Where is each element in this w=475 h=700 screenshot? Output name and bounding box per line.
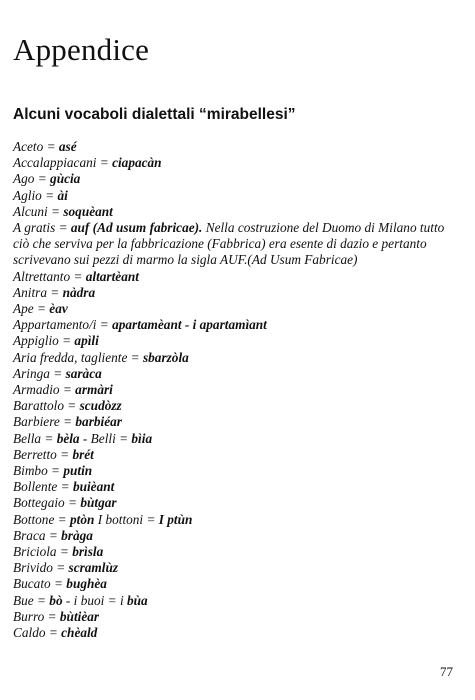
entry-term: Bottegaio = (13, 495, 81, 511)
entry-term: Alcuni = (13, 203, 64, 219)
vocabulary-entry (13, 431, 458, 447)
vocabulary-entry (13, 609, 458, 625)
entry-dialect-word: scramlùz (68, 560, 119, 576)
entry-term: Braca = (13, 527, 62, 543)
entry-dialect-word: saràca (65, 365, 102, 381)
entry-dialect-word: apìli (74, 333, 99, 349)
entry-dialect-word: bèla (56, 430, 80, 446)
vocabulary-entry (13, 350, 458, 366)
entry-term: Armadio = (13, 382, 76, 398)
entry-dialect-plural: bìia (131, 430, 153, 446)
vocabulary-entry (13, 447, 458, 463)
vocabulary-entry (13, 576, 458, 592)
vocabulary-list (13, 139, 458, 641)
entry-note: Nella costruzione del Duomo di Milano tutto ciò che serviva per la fabbricazione (Fabbrica) era esente di dazio e pertanto scrivevano sui pezzi di marmo la sigla AUF.(Ad Usum Fabricae) (13, 220, 445, 268)
entry-term: Aringa = (13, 365, 66, 381)
entry-term: Bottone = (13, 511, 70, 527)
entry-term: Bollente = (13, 479, 73, 495)
vocabulary-entry (13, 204, 458, 220)
vocabulary-entry (13, 479, 458, 495)
entry-term: Brivido = (13, 560, 69, 576)
entry-dialect-word: brìsla (72, 544, 104, 560)
entry-dialect-word: armàri (75, 382, 113, 398)
entry-term: Bimbo = (13, 463, 64, 479)
entry-term: Bue = (13, 592, 50, 608)
entry-term: Caldo = (13, 625, 62, 641)
entry-term: Briciola = (13, 544, 73, 560)
entry-term: Barbiere = (13, 414, 76, 430)
entry-term: Bella = (13, 430, 57, 446)
entry-dialect-word: apartamèant - i apartamìant (112, 317, 267, 333)
vocabulary-entry (13, 544, 458, 560)
entry-dialect-word: putin (63, 463, 93, 479)
entry-dialect-word: scudòzz (79, 398, 122, 414)
entry-term: Bucato = (13, 576, 67, 592)
vocabulary-entry (13, 333, 458, 349)
page-number: 77 (440, 664, 453, 679)
entry-dialect-word: sbarzòla (142, 349, 189, 365)
entry-term: Aceto = (13, 139, 59, 154)
entry-term: Ape = (13, 301, 50, 317)
entry-note: - i buoi = i (62, 592, 127, 608)
entry-dialect-word: chèald (61, 625, 98, 641)
entry-dialect-word: bùtièar (59, 608, 100, 624)
entry-term: Aglio = (13, 187, 58, 203)
entry-dialect-word: ciapacàn (112, 155, 162, 171)
vocabulary-entry (13, 285, 458, 301)
vocabulary-entry (13, 560, 458, 576)
vocabulary-entry (13, 366, 458, 382)
entry-term: Altrettanto = (13, 268, 86, 284)
entry-term: Barattolo = (13, 398, 80, 414)
entry-dialect-word: ài (57, 187, 68, 203)
vocabulary-entry (13, 398, 458, 414)
entry-dialect-word: bughèa (66, 576, 107, 592)
vocabulary-entry (13, 463, 458, 479)
entry-note: - Belli = (79, 430, 132, 446)
section-heading: Alcuni vocaboli dialettali “mirabellesi” (13, 106, 296, 123)
entry-dialect-word: bùtgar (80, 495, 117, 511)
entry-dialect-word: èav (49, 301, 68, 317)
vocabulary-entry (13, 269, 458, 285)
entry-term: Ago = (13, 171, 51, 187)
entry-dialect-word: bràga (61, 527, 93, 543)
entry-term: Appiglio = (13, 333, 75, 349)
vocabulary-entry (13, 528, 458, 544)
entry-term: Accalappiacani = (13, 155, 113, 171)
entry-dialect-word: buièant (72, 479, 115, 495)
entry-dialect-word: auf (Ad usum fabricae). (70, 220, 203, 236)
vocabulary-entry (13, 495, 458, 511)
entry-term: Aria fredda, tagliente = (13, 349, 143, 365)
vocabulary-entry (13, 625, 458, 641)
entry-dialect-word: nàdra (62, 284, 96, 300)
entry-term: A gratis = (13, 220, 71, 236)
entry-dialect-word: soquèant (63, 203, 113, 219)
vocabulary-entry (13, 382, 458, 398)
vocabulary-entry (13, 414, 458, 430)
entry-term: Burro = (13, 608, 60, 624)
entry-note: I bottoni = (94, 511, 159, 527)
vocabulary-entry (13, 512, 458, 528)
vocabulary-entry (13, 317, 458, 333)
vocabulary-entry (13, 139, 458, 155)
entry-dialect-word: gùcia (50, 171, 81, 187)
vocabulary-entry (13, 171, 458, 187)
entry-term: Appartamento/i = (13, 317, 113, 333)
entry-dialect-word: bò (49, 592, 63, 608)
vocabulary-entry (13, 155, 458, 171)
entry-term: Berretto = (13, 446, 73, 462)
vocabulary-entry (13, 593, 458, 609)
entry-dialect-plural: I ptùn (158, 511, 193, 527)
page-title: Appendice (13, 32, 150, 67)
entry-dialect-word: asé (58, 139, 77, 154)
vocabulary-entry (13, 188, 458, 204)
entry-dialect-word: altartèant (85, 268, 139, 284)
vocabulary-entry (13, 301, 458, 317)
vocabulary-entry (13, 220, 458, 269)
entry-dialect-word: barbiéar (75, 414, 122, 430)
entry-dialect-word: ptòn (69, 511, 95, 527)
entry-term: Anitra = (13, 284, 63, 300)
entry-dialect-plural: bùa (126, 592, 148, 608)
entry-dialect-word: brét (72, 446, 94, 462)
